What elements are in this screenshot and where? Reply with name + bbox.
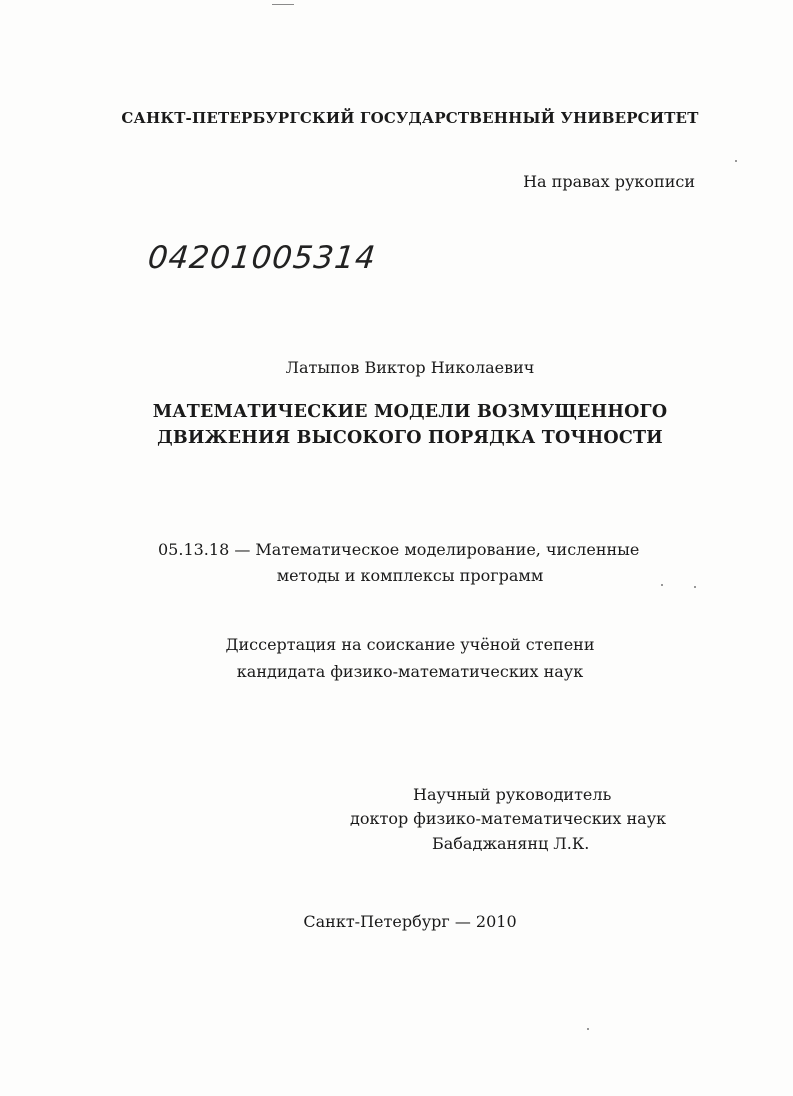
advisor-degree: доктор физико-математических наук	[350, 809, 667, 828]
advisor-name: Бабаджанянц Л.К.	[432, 834, 590, 853]
university-name: САНКТ-ПЕТЕРБУРГСКИЙ ГОСУДАРСТВЕННЫЙ УНИВЕРСИТЕТ	[121, 109, 699, 127]
specialty-line-1: 05.13.18 — Математическое моделирование, численные	[158, 540, 640, 559]
manuscript-note: На правах рукописи	[523, 172, 695, 191]
author-name: Латыпов Виктор Николаевич	[285, 358, 535, 377]
advisor-role: Научный руководитель	[413, 785, 612, 804]
handwritten-registration-number: 04201005314	[146, 240, 378, 276]
dissertation-line-2: кандидата физико-математических наук	[236, 662, 584, 681]
specialty-line-2: методы и комплексы программ	[276, 566, 544, 585]
scan-speck	[694, 586, 696, 588]
thesis-title-line-1: МАТЕМАТИЧЕСКИЕ МОДЕЛИ ВОЗМУЩЕННОГО	[152, 402, 668, 422]
dissertation-line-1: Диссертация на соискание учёной степени	[225, 635, 595, 654]
scan-speck	[735, 160, 737, 162]
thesis-title-line-2: ДВИЖЕНИЯ ВЫСОКОГО ПОРЯДКА ТОЧНОСТИ	[157, 428, 663, 448]
scan-artifact	[272, 4, 294, 5]
scan-speck	[587, 1028, 589, 1030]
place-and-year: Санкт-Петербург — 2010	[303, 912, 517, 931]
